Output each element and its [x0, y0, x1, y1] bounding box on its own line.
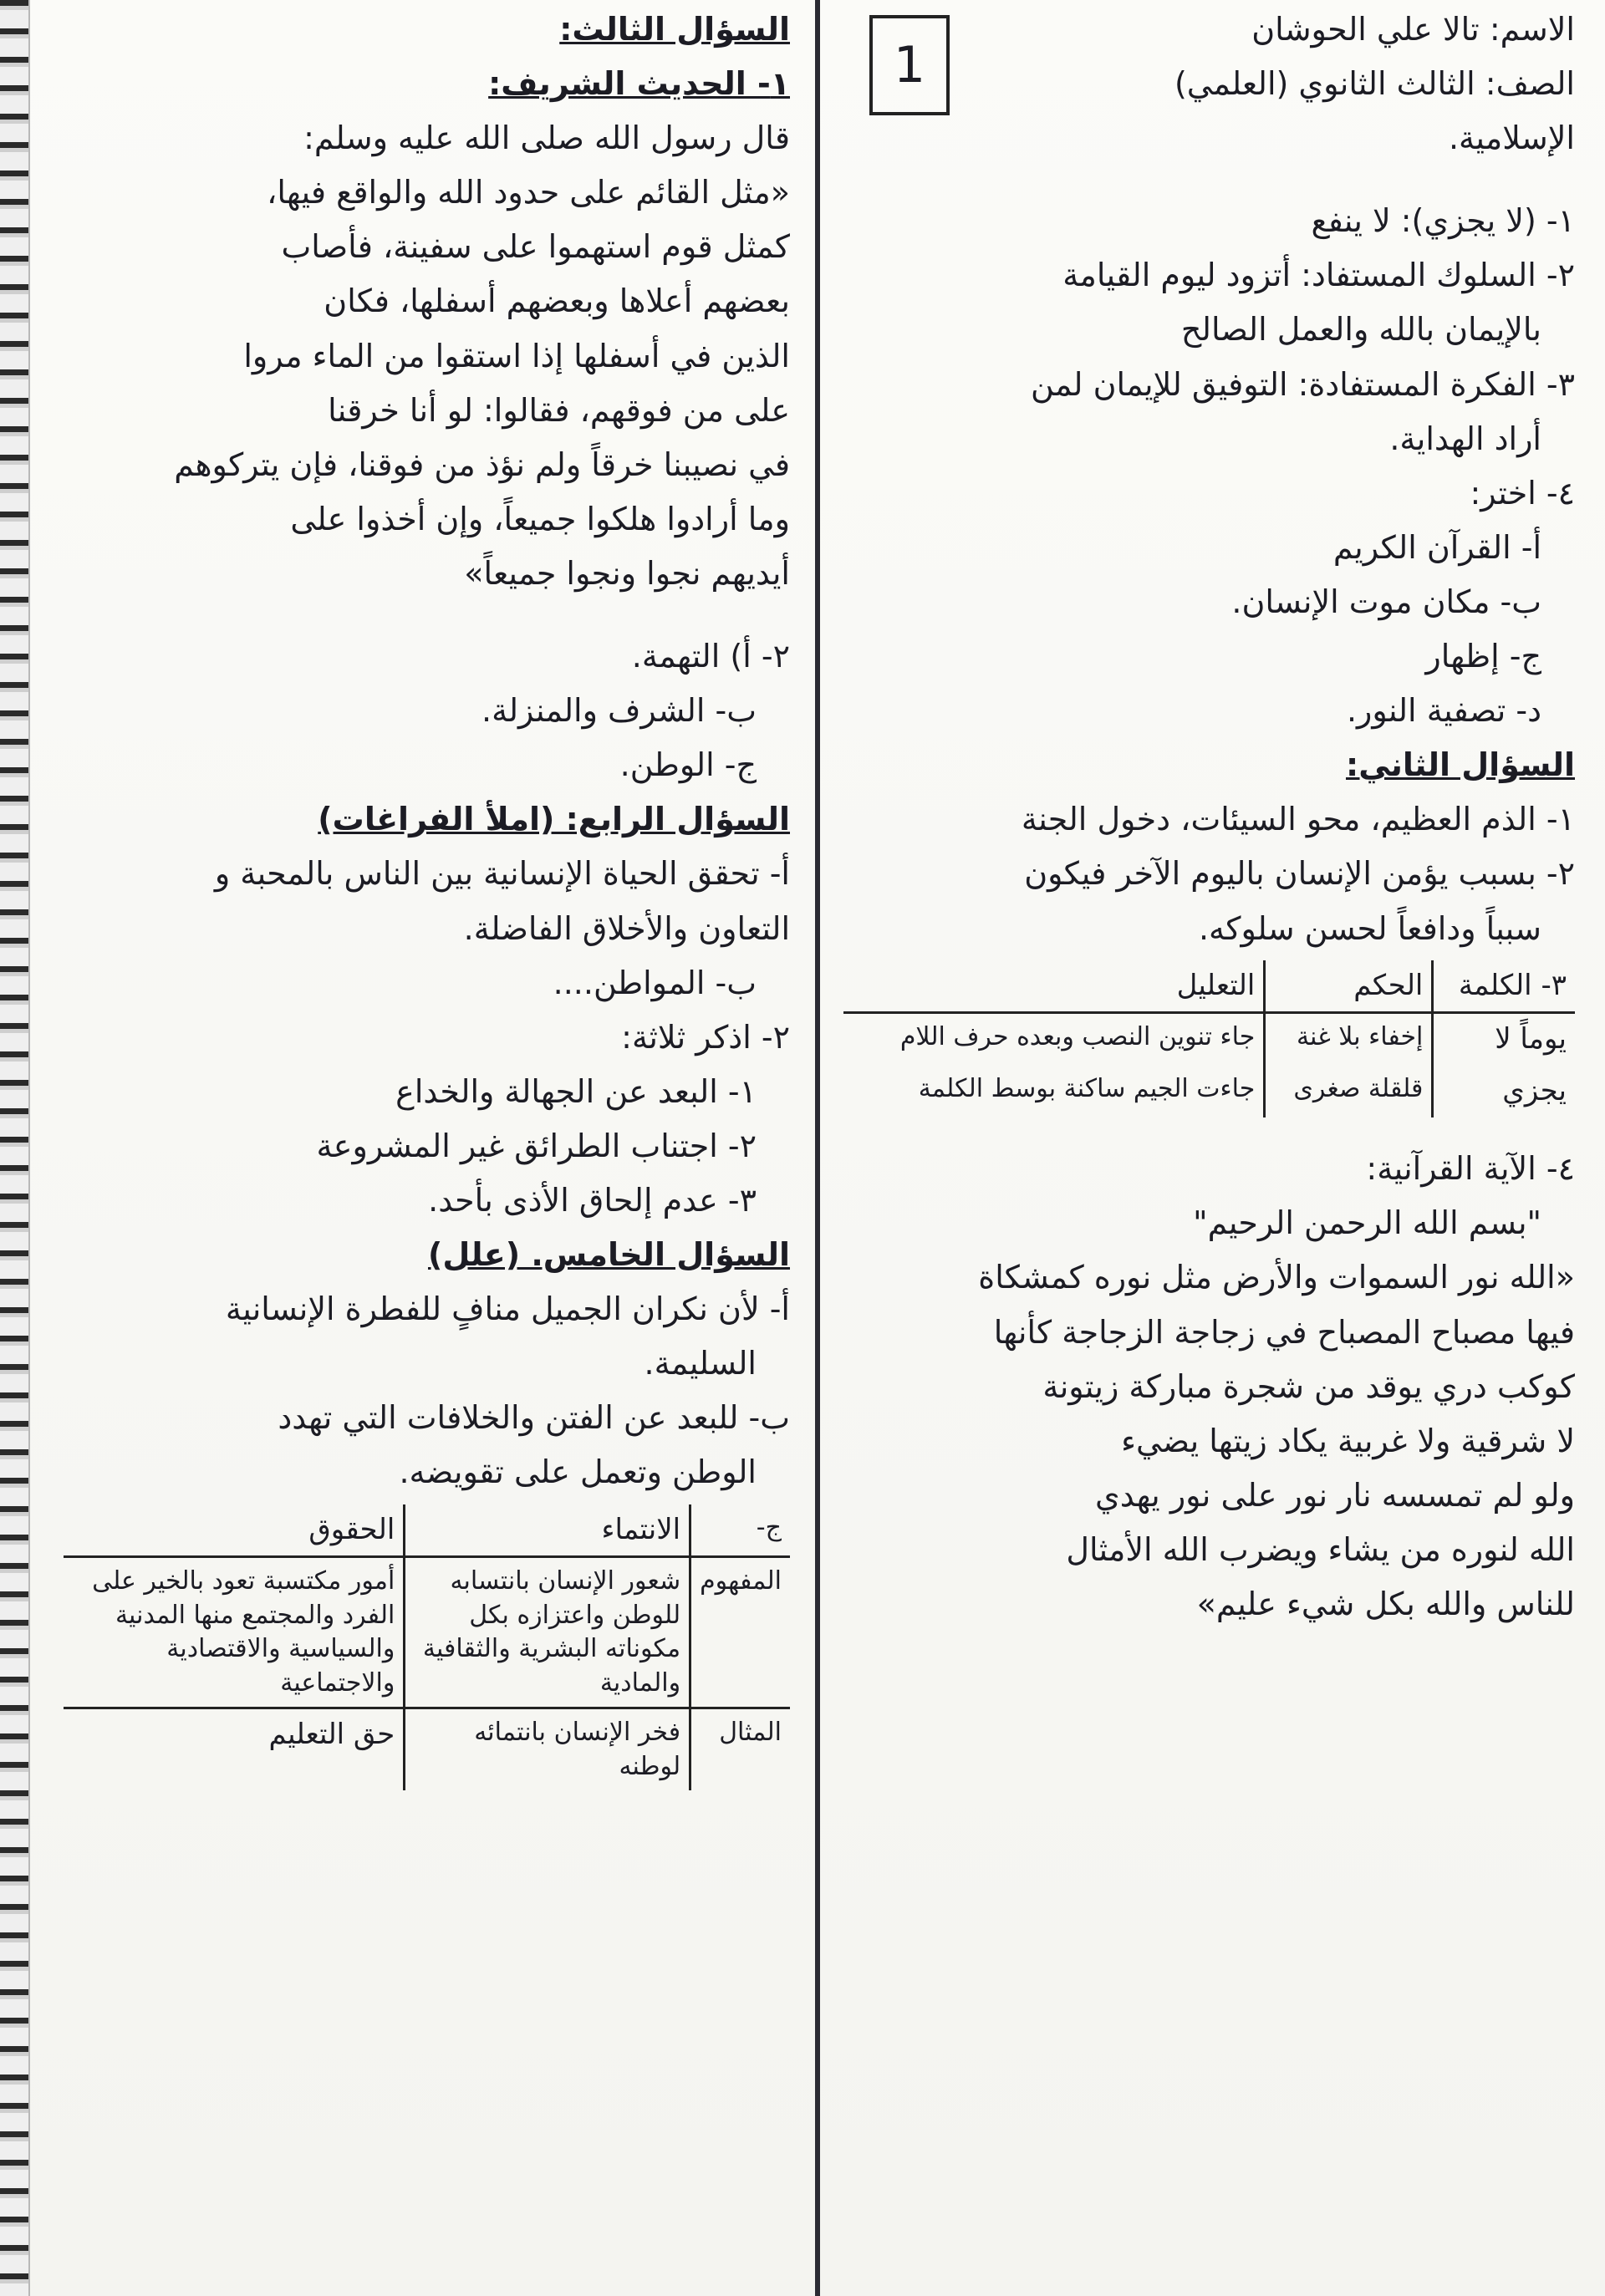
answer-line: ١- الذم العظيم، محو السيئات، دخول الجنة	[1021, 801, 1575, 838]
answer-line: ٢- السلوك المستفاد: أتزود ليوم القيامة	[1062, 257, 1575, 294]
answer-line: ج- الوطن.	[619, 746, 757, 784]
question-heading: السؤال الثالث:	[559, 11, 790, 48]
answer-line: أ- تحقق الحياة الإنسانية بين الناس بالمحبة و	[214, 855, 790, 893]
table-row	[64, 1708, 790, 1791]
hadith-line: قال رسول الله صلى الله عليه وسلم:	[303, 120, 790, 157]
table-cell: يجزي	[1502, 1074, 1567, 1108]
hadith-title: ١- الحديث الشريف:	[488, 65, 790, 103]
answer-line: ٢- اجتناب الطرائق غير المشروعة	[316, 1127, 757, 1164]
table-cell: قلقلة صغرى	[1265, 1066, 1433, 1117]
answer-line: ٣- عدم إلحاق الأذى بأحد.	[428, 1181, 757, 1219]
table-cell: جاءت الجيم ساكنة بوسط الكلمة	[843, 1066, 1265, 1117]
ayah-line: ولو لم تمسسه نار نور على نور يهدي	[1094, 1476, 1575, 1514]
belonging-table	[64, 1504, 790, 1791]
answer-line: بالإيمان بالله والعمل الصالح	[1180, 311, 1541, 349]
table-header: الحقوق	[64, 1504, 405, 1557]
right-column	[823, 0, 1605, 2296]
table-cell: شعور الإنسان بانتسابه للوطن واعتزازه بكل مكوناته البشرية والثقافية والمادية	[405, 1557, 690, 1708]
hadith-line: بعضهم أعلاها وبعضهم أسفلها، فكان	[324, 283, 790, 320]
table-header: التعليل	[843, 960, 1265, 1013]
hadith-line: «مثل القائم على حدود الله والواقع فيها،	[267, 174, 790, 211]
table-header: ج-	[690, 1504, 790, 1557]
answer-line: ب- للبعد عن الفتن والخلافات التي تهدد	[278, 1399, 790, 1437]
answer-line: ١- البعد عن الجهالة والخداع	[395, 1072, 757, 1110]
answer-line: ٢- اذكر ثلاثة:	[621, 1018, 790, 1056]
answer-line: أ- لأن نكران الجميل منافٍ للفطرة الإنسانية	[225, 1291, 790, 1328]
hadith-line: كمثل قوم استهموا على سفينة، فأصاب	[281, 228, 790, 266]
hadith-line: على من فوقهم، فقالوا: لو أنا خرقنا	[328, 391, 790, 429]
hadith-line: الذين في أسفلها إذا استقوا من الماء مروا	[243, 337, 790, 374]
answer-line: سبباً ودافعاً لحسن سلوكه.	[1198, 909, 1541, 947]
ayah-line: كوكب دري يوقد من شجرة مباركة زيتونة	[1042, 1367, 1575, 1405]
table-row	[843, 1066, 1575, 1117]
page-number: 1	[893, 36, 926, 94]
student-name: الاسم: تالا علي الحوشان	[1251, 11, 1575, 48]
column-divider	[815, 0, 820, 2296]
tajweed-table	[843, 960, 1575, 1118]
ayah-line: فيها مصباح المصباح في زجاجة الزجاجة كأنها	[993, 1313, 1575, 1351]
subject-name: الإسلامية.	[1448, 120, 1575, 157]
table-header: الانتماء	[405, 1504, 690, 1557]
answer-line: ج- إظهار	[1425, 638, 1541, 675]
answer-line: أراد الهداية.	[1389, 420, 1541, 457]
table-row	[843, 1013, 1575, 1066]
answer-line: ٣- الفكرة المستفادة: التوفيق للإيمان لمن	[1031, 365, 1575, 403]
table-cell: إخفاء بلا غنة	[1265, 1013, 1433, 1066]
ayah-line: للناس والله بكل شيء عليم»	[1196, 1586, 1575, 1623]
table-header: ٣- الكلمة	[1433, 960, 1575, 1013]
table-cell: يوماً لا	[1495, 1022, 1567, 1056]
table-cell: أمور مكتسبة تعود بالخير على الفرد والمجتمع منها المدنية والسياسية والاقتصادية والاجتماعية	[64, 1557, 405, 1708]
answer-line: ٢- بسبب يؤمن الإنسان باليوم الآخر فيكون	[1024, 855, 1575, 893]
spiral-binding	[0, 0, 30, 2296]
answer-line: ٢- أ) التهمة.	[631, 638, 790, 675]
table-row	[64, 1557, 790, 1708]
question-heading: السؤال الثاني:	[1346, 746, 1575, 784]
answer-line: د- تصفية النور.	[1346, 692, 1541, 730]
hadith-line: أيديهم نجوا ونجوا جميعاً»	[464, 554, 790, 592]
question-heading: ٤- الآية القرآنية:	[1366, 1150, 1575, 1188]
answer-line: ١- (لا يجزي): لا ينفع	[1311, 202, 1575, 240]
answer-line: التعاون والأخلاق الفاضلة.	[463, 909, 790, 947]
answer-line: السليمة.	[644, 1345, 757, 1382]
question-heading: السؤال الخامس. (علل)	[428, 1236, 790, 1274]
table-header: الحكم	[1265, 960, 1433, 1013]
hadith-line: وما أرادوا هلكوا جميعاً، وإن أخذوا على	[290, 500, 790, 537]
answer-line: الوطن وتعمل على تقويضه.	[399, 1453, 757, 1491]
answer-line: أ- القرآن الكريم	[1332, 528, 1541, 566]
ayah-line: لا شرقية ولا غربية يكاد زيتها يضيء	[1121, 1422, 1575, 1459]
answer-line: ٤- اختر:	[1470, 474, 1575, 512]
answer-line: ب- مكان موت الإنسان.	[1231, 583, 1541, 620]
hadith-line: في نصيبنا خرقاً ولم نؤذ من فوقنا، فإن يتركوهم	[174, 445, 790, 483]
ayah-line: «الله نور السموات والأرض مثل نوره كمشكاة	[978, 1259, 1575, 1296]
answer-line: ب- المواطن....	[553, 964, 757, 1001]
answer-line: ب- الشرف والمنزلة.	[482, 692, 757, 730]
ayah-line: الله لنوره من يشاء ويضرب الله الأمثال	[1066, 1530, 1575, 1568]
table-cell: المفهوم	[700, 1566, 782, 1596]
ayah-line: "بسم الله الرحمن الرحيم"	[1193, 1204, 1541, 1242]
table-cell: المثال	[690, 1708, 790, 1791]
table-cell: جاء تنوين النصب وبعده حرف اللام	[843, 1013, 1265, 1066]
student-grade: الصف: الثالث الثانوي (العلمي)	[1174, 65, 1575, 103]
question-heading: السؤال الرابع: (املأ الفراغات)	[318, 801, 790, 838]
table-cell: حق التعليم	[64, 1708, 405, 1791]
left-column	[33, 0, 815, 2296]
table-cell: فخر الإنسان بانتمائه لوطنه	[405, 1708, 690, 1791]
